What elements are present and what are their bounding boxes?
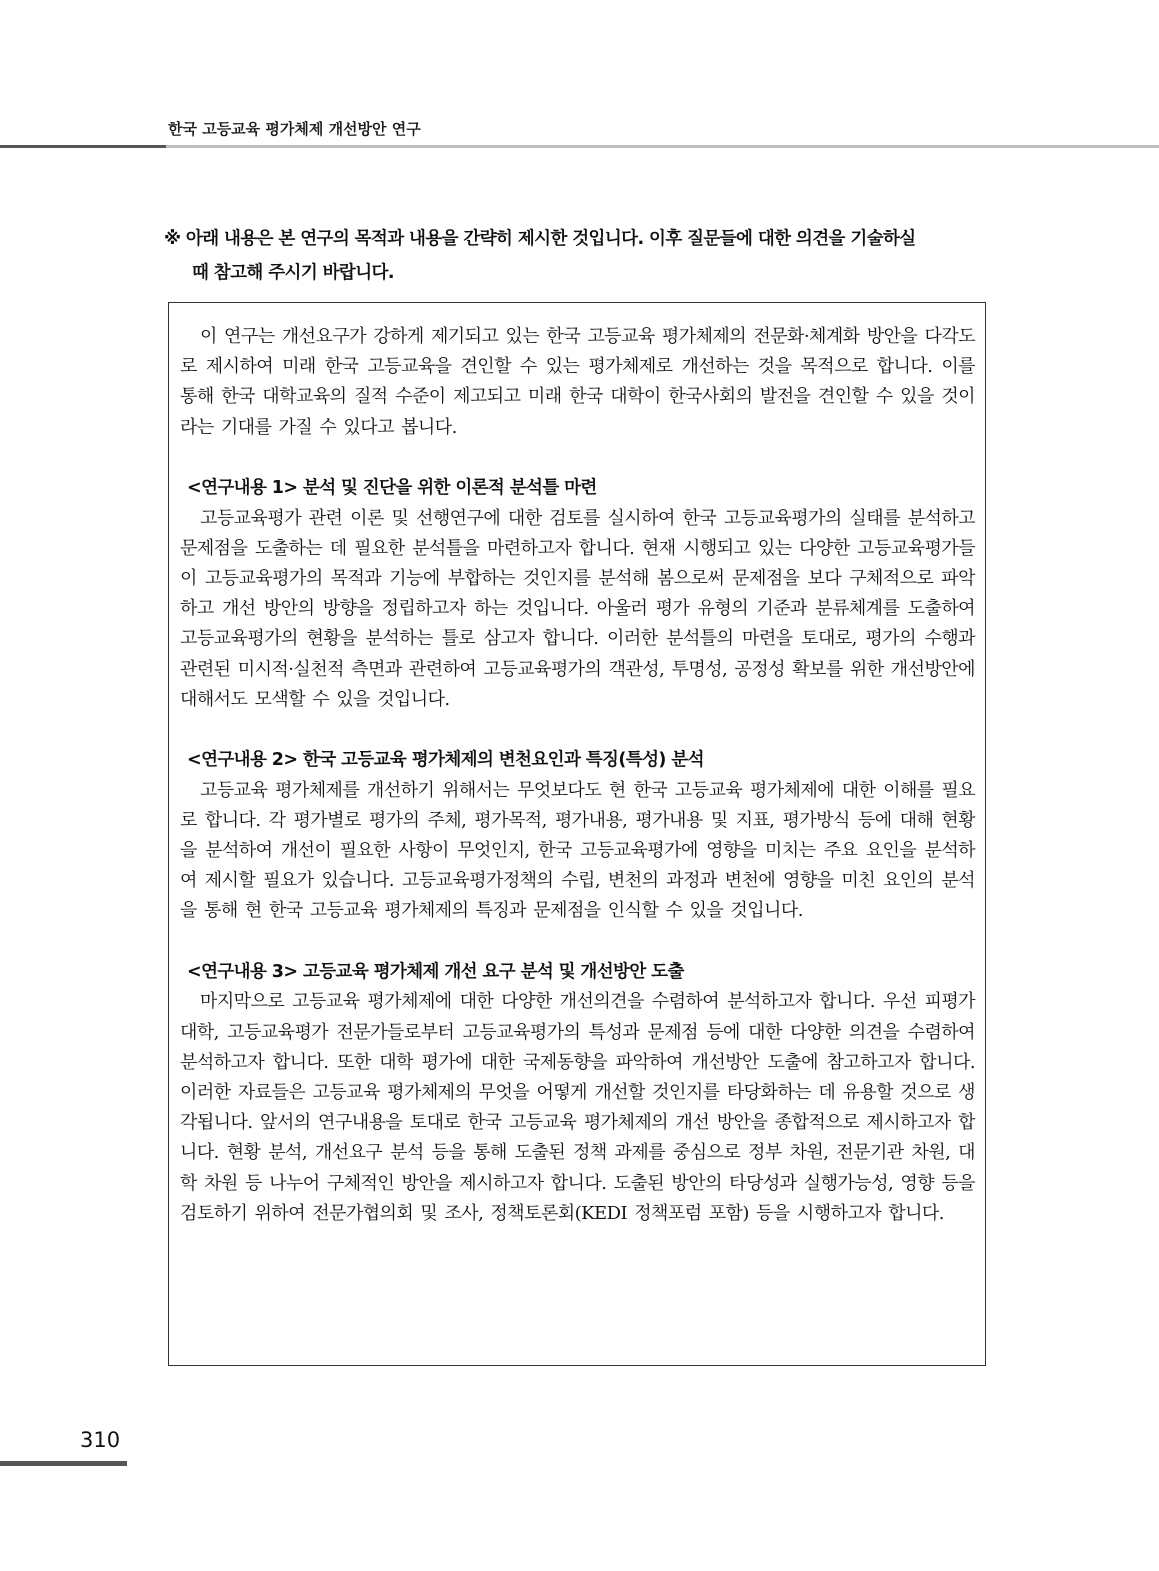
section-body-2: 고등교육 평가체제를 개선하기 위해서는 무엇보다도 현 한국 고등교육 평가체제에 대한 이해를 필요로 합니다. 각 평가별로 평가의 주체, 평가목적, 평가내용, 평가내용 및 지표, 평가방식 등에 대해 현황을 분석하여 개선이 필요한 사항이 무엇인지, 한국 고등교육평가에 영향을 미치는 주요 요인을 분석하여 제시할 필요가 있습니다. 고등교육평가정책의 수립, 변천의 과정과 변천에 영향을 미친 요인의 분석을 통해 현 한국 고등교육 평가체제의 특징과 문제점을 인식할 수 있을 것입니다. — [180, 779, 975, 922]
instruction-note — [164, 222, 1004, 290]
header-rule-light — [166, 145, 1159, 148]
note-line-2: 때 참고해 주시기 바랍니다. — [192, 263, 394, 283]
section-title-3: <연구내용 3> 고등교육 평가체제 개선 요구 분석 및 개선방안 도출 — [187, 962, 684, 983]
note-line-1: ※ 아래 내용은 본 연구의 목적과 내용을 간략히 제시한 것입니다. 이후 질문들에 대한 의견을 기술하실 — [164, 229, 916, 249]
intro-paragraph: 이 연구는 개선요구가 강하게 제기되고 있는 한국 고등교육 평가체제의 전문화·체계화 방안을 다각도로 제시하여 미래 한국 고등교육을 견인할 수 있는 평가체제로 개선하는 것을 목적으로 합니다. 이를 통해 한국 대학교육의 질적 수준이 제고되고 미래 한국 대학이 한국사회의 발전을 견인할 수 있을 것이라는 기대를 가질 수 있다고 봅니다. — [180, 326, 975, 438]
section-gap — [180, 443, 975, 474]
header-rule-dark — [0, 145, 166, 148]
section-gap — [180, 715, 975, 746]
section-body-3: 마지막으로 고등교육 평가체제에 대한 다양한 개선의견을 수렴하여 분석하고자 합니다. 우선 피평가 대학, 고등교육평가 전문가들로부터 고등교육평가의 특성과 문제점 등에 대한 다양한 의견을 수렴하여 분석하고자 합니다. 또한 대학 평가에 대한 국제동향을 파악하여 개선방안 도출에 참고하고자 합니다. 이러한 자료들은 고등교육 평가체제의 무엇을 어떻게 개선할 것인지를 타당화하는 데 유용할 것으로 생각됩니다. 앞서의 연구내용을 토대로 한국 고등교육 평가체제의 개선 방안을 종합적으로 제시하고자 합니다. 현황 분석, 개선요구 분석 등을 통해 도출된 정책 과제를 중심으로 정부 차원, 전문기관 차원, 대학 차원 등 나누어 구체적인 방안을 제시하고자 합니다. 도출된 방안의 타당성과 실행가능성, 영향 등을 검토하기 위하여 전문가협의회 및 조사, 정책토론회(KEDI 정책포럼 포함) 등을 시행하고자 합니다. — [180, 991, 975, 1224]
section-gap — [180, 927, 975, 958]
research-summary-content — [180, 322, 975, 1229]
research-summary-box — [168, 302, 986, 1366]
section-body-1: 고등교육평가 관련 이론 및 선행연구에 대한 검토를 실시하여 한국 고등교육평가의 실태를 분석하고 문제점을 도출하는 데 필요한 분석틀을 마련하고자 합니다. 현재 시행되고 있는 다양한 고등교육평가들이 고등교육평가의 목적과 기능에 부합하는 것인지를 분석해 봄으로써 문제점을 보다 구체적으로 파악하고 개선 방안의 방향을 정립하고자 하는 것입니다. 아울러 평가 유형의 기준과 분류체계를 도출하여 고등교육평가의 현황을 분석하는 틀로 삼고자 합니다. 이러한 분석틀의 마련을 토대로, 평가의 수행과 관련된 미시적·실천적 측면과 관련하여 고등교육평가의 객관성, 투명성, 공정성 확보를 위한 개선방안에 대해서도 모색할 수 있을 것입니다. — [180, 507, 975, 710]
running-header-title: 한국 고등교육 평가체제 개선방안 연구 — [168, 120, 421, 138]
footer-rule — [0, 1461, 127, 1466]
section-title-1: <연구내용 1> 분석 및 진단을 위한 이론적 분석틀 마련 — [187, 478, 597, 499]
page-number: 310 — [80, 1428, 121, 1452]
section-title-2: <연구내용 2> 한국 고등교육 평가체제의 변천요인과 특징(특성) 분석 — [187, 750, 704, 771]
